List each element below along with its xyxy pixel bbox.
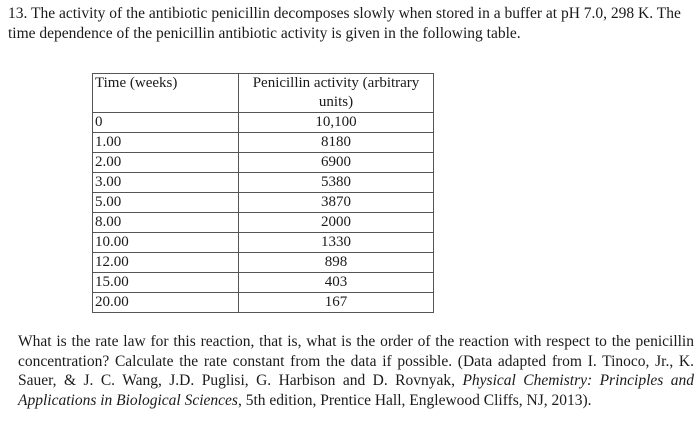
activity-cell: 2000 — [239, 213, 434, 233]
table-row — [93, 113, 434, 133]
table-row — [93, 273, 434, 293]
time-cell: 0 — [93, 113, 239, 133]
table-row — [93, 133, 434, 153]
table-row — [93, 253, 434, 273]
citation-book-title: Physical Chemistry: Principles and Applications in Biological Sciences — [18, 372, 694, 409]
question-intro: 13. The activity of the antibiotic penicillin decomposes slowly when stored in a buffer at pH 7.0, 298 K. The time dependence of the penicillin antibiotic activity is given in the following table. — [8, 5, 681, 42]
time-cell: 1.00 — [93, 133, 239, 153]
table-header-row — [93, 74, 434, 113]
table-row — [93, 233, 434, 253]
time-cell: 5.00 — [93, 193, 239, 213]
time-cell: 10.00 — [93, 233, 239, 253]
table-row — [93, 213, 434, 233]
question-body-text: What is the rate law for this reaction, that is, what is the order of the reaction with respect to the penicillin concentration? Calculate the rate constant from the data if possible. (Data adapted from I. Tinoco, Jr., K. Sauer, & J. C. Wang, J.D. Puglisi, G. Harbison and D. Rovnyak, — [18, 333, 694, 389]
time-cell: 12.00 — [93, 253, 239, 273]
activity-column-header: Penicillin activity (arbitrary units) — [239, 74, 434, 113]
table-row — [93, 293, 434, 313]
activity-cell: 3870 — [239, 193, 434, 213]
activity-cell: 403 — [239, 273, 434, 293]
citation-tail: , 5th edition, Prentice Hall, Englewood Cliffs, NJ, 2013). — [237, 391, 592, 409]
penicillin-activity-table — [92, 73, 434, 313]
time-cell: 8.00 — [93, 213, 239, 233]
table-row — [93, 173, 434, 193]
activity-cell: 167 — [239, 293, 434, 313]
activity-cell: 5380 — [239, 173, 434, 193]
time-column-header: Time (weeks) — [93, 74, 239, 113]
activity-cell: 10,100 — [239, 113, 434, 133]
time-cell: 2.00 — [93, 153, 239, 173]
activity-cell: 898 — [239, 253, 434, 273]
activity-cell: 6900 — [239, 153, 434, 173]
table-row — [93, 153, 434, 173]
activity-cell: 8180 — [239, 133, 434, 153]
time-cell: 3.00 — [93, 173, 239, 193]
time-cell: 15.00 — [93, 273, 239, 293]
table-row — [93, 193, 434, 213]
time-cell: 20.00 — [93, 293, 239, 313]
question-body — [18, 332, 694, 410]
activity-cell: 1330 — [239, 233, 434, 253]
